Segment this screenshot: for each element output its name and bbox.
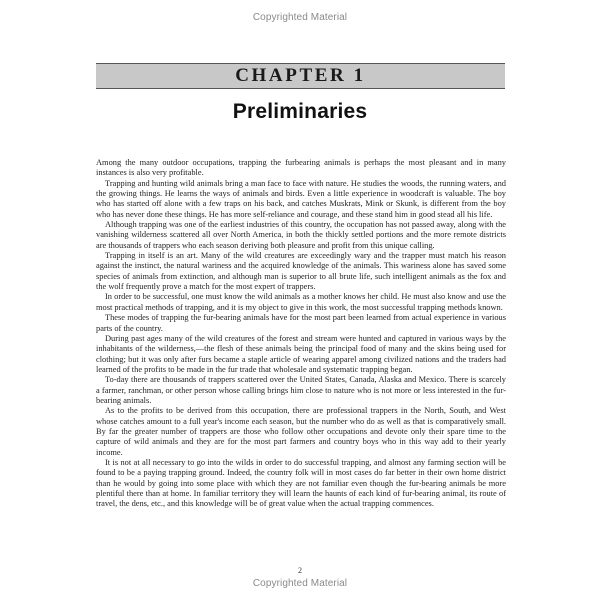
body-text	[96, 158, 506, 510]
paragraph: Trapping and hunting wild animals bring a man face to face with nature. He studies the woods, the running waters, and the growing things. He learns the ways of animals and birds. Even a little experience in woodcraft is valuable. The boy who has started off alone with a few traps on his back, and catches Muskrats, Mink or Skunk, is different from the boy who has never done these things. He has more self-reliance and courage, and these stand him in good stead all his life.	[96, 178, 506, 219]
page-number: 2	[298, 566, 302, 575]
copyright-watermark-bottom: Copyrighted Material	[252, 578, 348, 589]
chapter-label: CHAPTER 1	[235, 65, 366, 86]
paragraph: As to the profits to be derived from this occupation, there are professional trappers in the North, South, and West whose catches amount to a full year's income each season, but the number who do as well as that is comparatively small. By far the greater number of trappers are those who follow other occupations and devote only their spare time to the capture of wild animals and they are for the most part farmers and country boys who in this way add to their yearly income.	[96, 406, 506, 457]
paragraph: It is not at all necessary to go into the wilds in order to do successful trapping, and almost any farming section will be found to be a paying trapping ground. Indeed, the country folk will in most cases do far better in their own home district than he would by going into some place with which they are not familiar even though the fur-bearing animals be more plentiful there than at home. In familiar territory they will learn the haunts of each kind of fur-bearing animal, its route of travel, the dens, etc., and this knowledge will be of great value when the actual trapping commences.	[96, 457, 506, 509]
chapter-heading-bar	[96, 63, 505, 89]
paragraph: During past ages many of the wild creatures of the forest and stream were hunted and captured in various ways by the inhabitants of the wilderness,—the flesh of these animals being the principal food of many and the skins being used for clothing; but it was only after furs became a staple article of wearing apparel among civilized nations and the traders had learned of the profits to be made in the fur trade that wholesale and systematic trapping began.	[96, 333, 506, 374]
paragraph: Among the many outdoor occupations, trapping the furbearing animals is perhaps the most pleasant and in many instances is also very profitable.	[96, 158, 506, 178]
paragraph: To-day there are thousands of trappers scattered over the United States, Canada, Alaska and Mexico. There is scarcely a farmer, ranchman, or other person whose calling brings him close to nature who is not more or less interested in the fur-bearing animals.	[96, 375, 506, 405]
chapter-title: Preliminaries	[232, 100, 368, 123]
paragraph: These modes of trapping the fur-bearing animals have for the most part been learned from actual experience in various parts of the country.	[96, 313, 506, 333]
paragraph: Although trapping was one of the earliest industries of this country, the occupation has not passed away, along with the vanishing wilderness scattered all over North America, in both the thickly settled portions and the more remote districts are thousands of trappers who each season deriving both pleasure and profit from this unique calling.	[96, 220, 506, 250]
copyright-watermark-top: Copyrighted Material	[252, 12, 348, 23]
paragraph: In order to be successful, one must know the wild animals as a mother knows her child. He must also know and use the most practical methods of trapping, and it is my object to give in this work, the most successful trapping methods known.	[96, 292, 506, 312]
paragraph: Trapping in itself is an art. Many of the wild creatures are exceedingly wary and the trapper must match his reason against the instinct, the natural wariness and the acquired knowledge of the animals. This wariness alone has saved some species of animals from extinction, and although man is superior to all brute life, such intelligent animals as the fox and the wolf frequently prove a match for the most expert of trappers.	[96, 251, 506, 292]
